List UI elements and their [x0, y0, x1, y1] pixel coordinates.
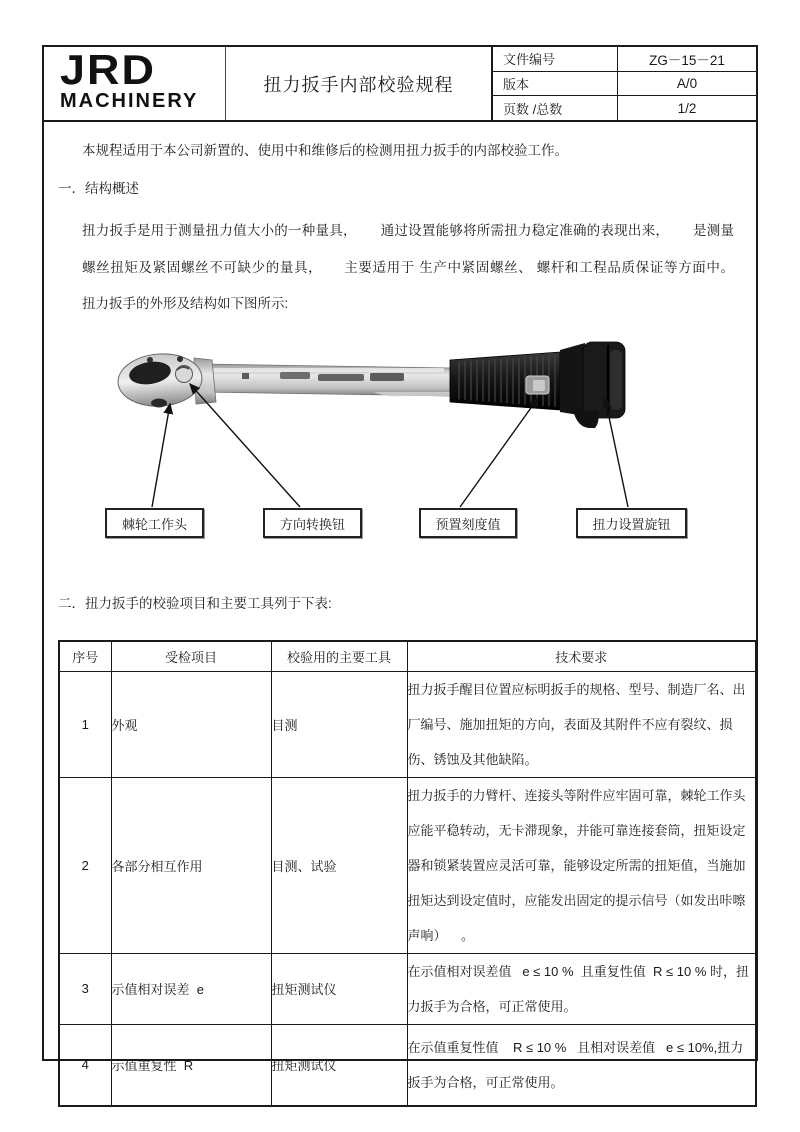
col-header-tool: 校验用的主要工具 [271, 641, 407, 671]
row-no: 2 [59, 777, 111, 953]
row-item: 示值相对误差 e [111, 953, 271, 1024]
arrow-preset-window [460, 398, 538, 507]
row-tool: 目测 [271, 671, 407, 777]
row-item: 各部分相互作用 [111, 777, 271, 953]
knob-bottom-hook [573, 410, 599, 428]
company-logo [44, 47, 226, 120]
row-requirement: 扭力扳手的力臂杆、连接头等附件应牢固可靠，棘轮工作头应能平稳转动，无卡滞现象，并能可靠连接套筒，扭矩设定器和锁紧装置应灵活可靠，能够设定所需的扭矩值，当施加扭矩达到设定值时，应能发出固定的提示信号（如发出咔嚓声响） 。 [407, 777, 756, 953]
callout-torque-knob: 扭力设置旋钮 [576, 508, 687, 538]
version-value: A/0 [676, 76, 698, 91]
torque-setting-knob [560, 342, 625, 428]
info-row-pages [493, 96, 756, 120]
table-header-row [59, 641, 756, 671]
callout-preset-scale: 预置刻度值 [419, 508, 517, 538]
col-header-requirement: 技术要求 [407, 641, 756, 671]
row-no: 1 [59, 671, 111, 777]
row-tool: 扭矩测试仪 [271, 953, 407, 1024]
row-item: 示值重复性 R [111, 1024, 271, 1106]
inspection-table [58, 640, 757, 1107]
table-row [59, 671, 756, 777]
section1-paragraph: 扭力扳手是用于测量扭力值大小的一种量具， 通过设置能够将所需扭力稳定准确的表现出来， 是测量螺丝扭矩及紧固螺丝不可缺少的量具， 主要适用于 生产中紧固螺丝、 螺杆和工程品质保证等方面中。 扭力扳手的外形及结构如下图所示: [82, 223, 753, 311]
row-no: 4 [59, 1024, 111, 1106]
document-title: 扭力扳手内部校验规程 [226, 47, 493, 120]
row-tool: 目测、试验 [271, 777, 407, 953]
info-label: 文件编号 [493, 47, 618, 71]
document-info-table [493, 47, 756, 120]
row-no: 3 [59, 953, 111, 1024]
pages-value: 1/2 [677, 100, 697, 116]
row-requirement: 扭力扳手醒目位置应标明扳手的规格、型号、制造厂名、出厂编号、施加扭矩的方向，表面及其附件不应有裂纹、损伤、锈蚀及其他缺陷。 [407, 671, 756, 777]
document-header [44, 47, 756, 122]
col-header-item: 受检项目 [111, 641, 271, 671]
arrow-direction-switch [190, 384, 300, 507]
logo-text-machinery: MACHINERY [60, 90, 199, 112]
arrow-ratchet-head [152, 404, 170, 507]
row-item: 外观 [111, 671, 271, 777]
info-label: 页数 /总数 [493, 96, 618, 120]
col-header-no: 序号 [59, 641, 111, 671]
section2-heading: 二．扭力扳手的校验项目和主要工具列于下表: [58, 596, 332, 611]
table-row [59, 777, 756, 953]
preset-scale-window [526, 376, 549, 394]
page-frame [42, 45, 758, 1090]
info-row-doc-number [493, 47, 756, 72]
table-row [59, 1024, 756, 1106]
callout-ratchet-head: 棘轮工作头 [105, 508, 204, 538]
doc-number-value: ZG－15－21 [649, 52, 725, 68]
ratchet-head [116, 351, 216, 409]
row-tool: 扭矩测试仪 [271, 1024, 407, 1106]
row-requirement: 在示值重复性值 R ≤ 10 % 且相对误差值 e ≤ 10%,扭力扳手为合格，可正常使用。 [407, 1024, 756, 1106]
info-label: 版本 [493, 72, 618, 96]
table-row [59, 953, 756, 1024]
logo-text-jrd: JRD [60, 46, 157, 94]
intro-paragraph: 本规程适用于本公司新置的、使用中和维修后的检测用扭力扳手的内部校验工作。 [82, 143, 568, 158]
row-requirement: 在示值相对误差值 e ≤ 10 % 且重复性值 R ≤ 10 % 时，扭力扳手为合格，可正常使用。 [407, 953, 756, 1024]
wrench-shaft [202, 364, 450, 397]
section1-heading: 一．结构概述 [58, 181, 139, 196]
info-row-version [493, 72, 756, 97]
callout-direction-switch: 方向转换钮 [263, 508, 362, 538]
